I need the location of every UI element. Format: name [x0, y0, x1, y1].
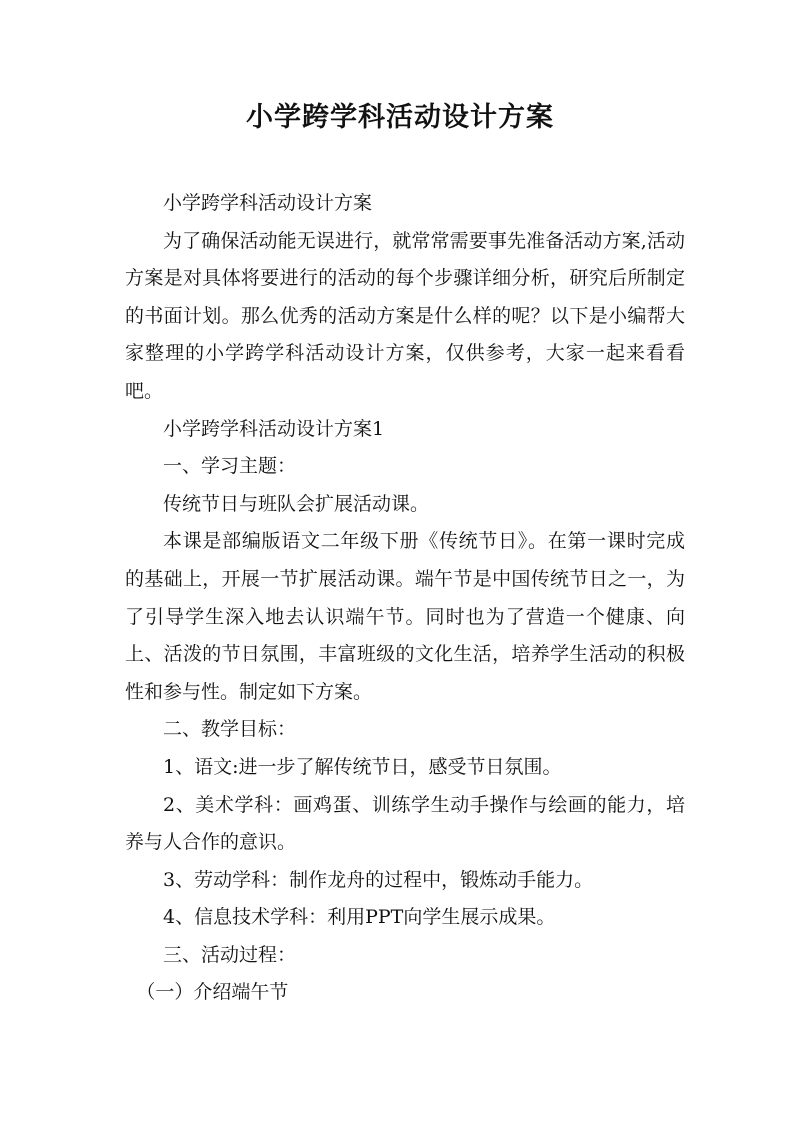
paragraph-theme: 传统节日与班队会扩展活动课。: [163, 492, 430, 515]
goal-item-art: 2、美术学科：画鸡蛋、训练学生动手操作与绘画的能力，培养与人合作的意识。: [125, 793, 685, 854]
paragraph-background: 本课是部编版语文二年级下册《传统节日》。在第一课时完成的基础上，开展一节扩展活动课。端午节是中国传统节日之一，为了引导学生深入地去认识端午节。同时也为了营造一个健康、向上、活泼的节日氛围，丰富班级的文化生活，培养学生活动的积极性和参与性。制定如下方案。: [125, 530, 685, 703]
goal-item-chinese: 1、语文:进一步了解传统节日，感受节日氛围。: [163, 755, 562, 778]
paragraph-plan-heading: 小学跨学科活动设计方案1: [163, 417, 385, 440]
goal-item-labor: 3、劳动学科：制作龙舟的过程中，锻炼动手能力。: [163, 868, 594, 891]
section-heading-theme: 一、学习主题：: [163, 455, 297, 478]
section-heading-process: 三、活动过程：: [163, 943, 297, 966]
subsection-heading-intro: （一）介绍端午节: [136, 981, 289, 1004]
paragraph-subtitle: 小学跨学科活动设计方案: [163, 192, 373, 214]
section-heading-goals: 二、教学目标：: [163, 718, 297, 741]
goal-item-it: 4、信息技术学科：利用PPT向学生展示成果。: [163, 906, 556, 929]
document-title: 小学跨学科活动设计方案: [246, 102, 554, 133]
document-body: [125, 185, 685, 1012]
paragraph-intro: 为了确保活动能无误进行，就常常需要事先准备活动方案,活动方案是对具体将要进行的活动的每个步骤详细分析，研究后所制定的书面计划。那么优秀的活动方案是什么样的呢？以下是小编帮大家整理的小学跨学科活动设计方案，仅供参考，大家一起来看看吧。: [125, 229, 685, 402]
